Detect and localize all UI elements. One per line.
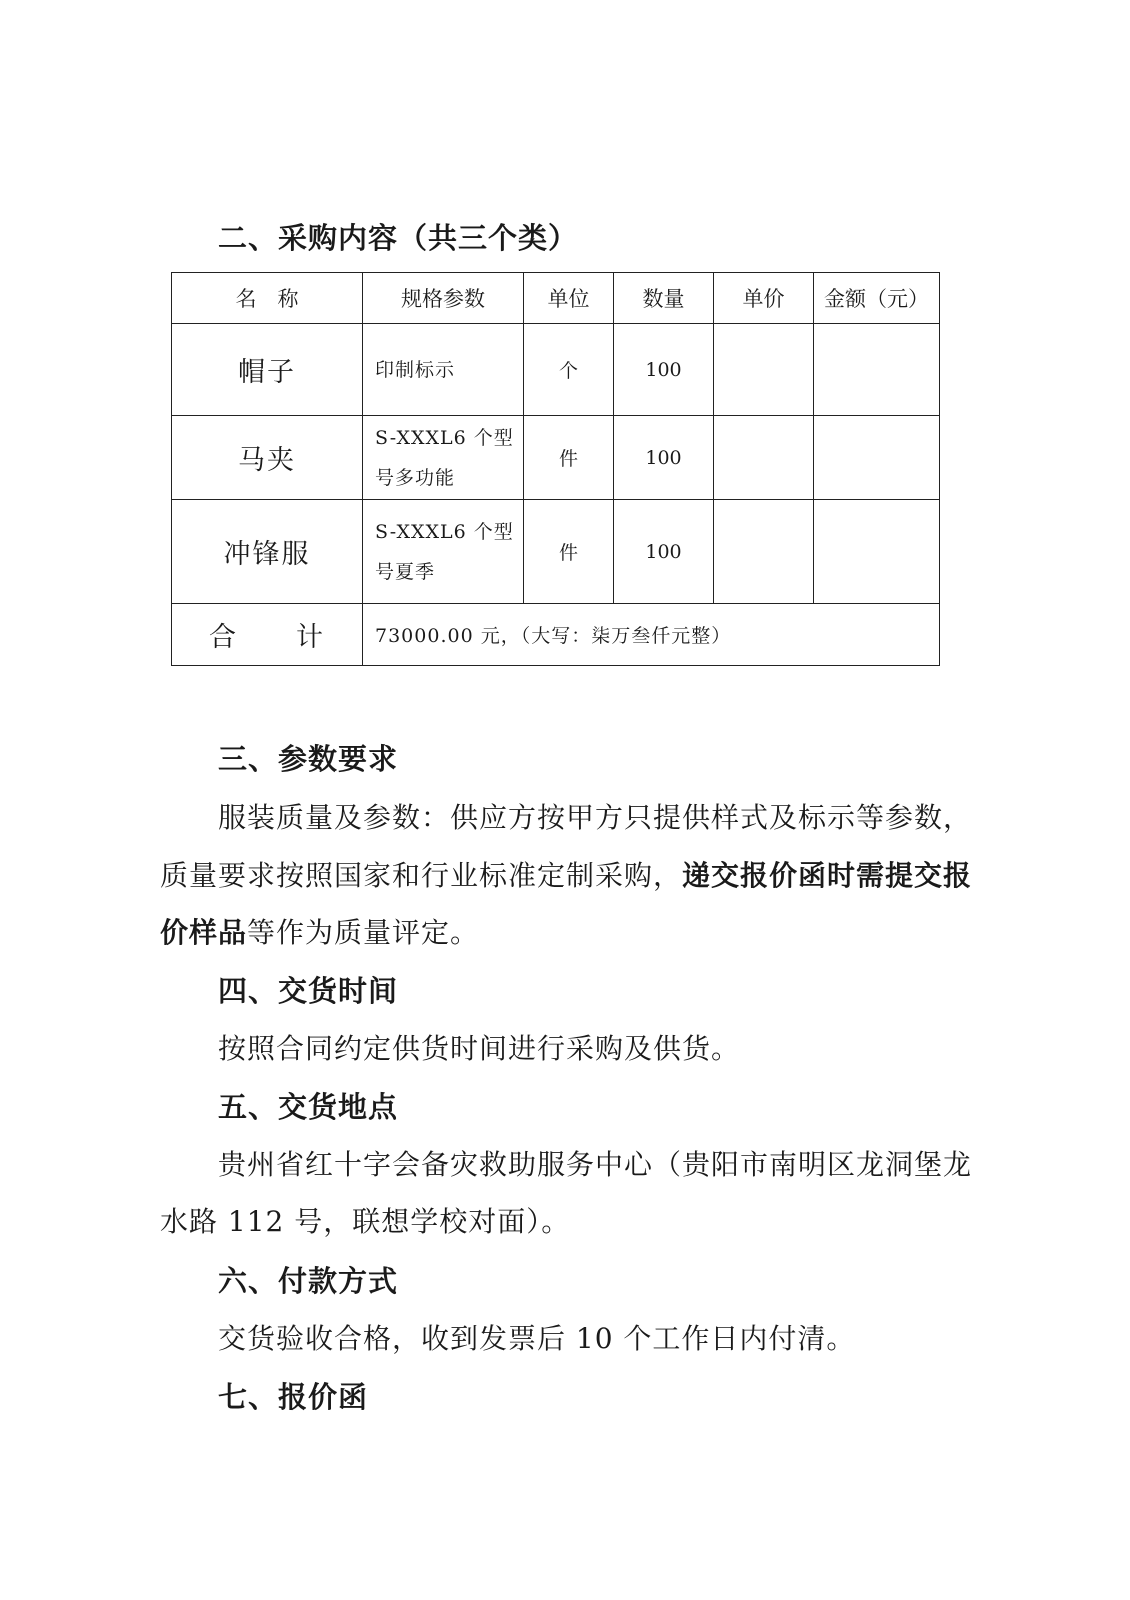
item-amount (814, 324, 940, 416)
section-3-line-3 (160, 911, 479, 951)
header-unit: 单位 (524, 273, 614, 324)
item-unit: 件 (524, 416, 614, 500)
section-4-heading: 四、交货时间 (218, 974, 399, 1008)
section-6-heading: 六、付款方式 (218, 1264, 399, 1298)
table-row (172, 324, 940, 416)
item-price (714, 416, 814, 500)
item-qty: 100 (614, 416, 714, 500)
item-price (714, 500, 814, 604)
section-3-heading: 三、参数要求 (218, 742, 399, 776)
item-spec-line1: 印制标示 (375, 358, 456, 381)
item-amount (814, 416, 940, 500)
section-3-line-2 (160, 854, 972, 894)
section-3-line-3-normal: 等作为质量评定。 (247, 916, 480, 949)
table-total-row (172, 604, 940, 666)
table-row (172, 500, 940, 604)
item-unit: 个 (524, 324, 614, 416)
item-unit: 件 (524, 500, 614, 604)
section-3-line-2-normal: 质量要求按照国家和行业标准定制采购， (160, 859, 683, 892)
item-spec-line2: 号夏季 (375, 560, 436, 583)
item-spec-line1: S-XXXL6 个型 (375, 520, 514, 543)
header-qty: 数量 (614, 273, 714, 324)
section-5-line-2: 水路 112 号，联想学校对面）。 (160, 1205, 571, 1238)
table-row (172, 416, 940, 500)
item-qty: 100 (614, 324, 714, 416)
header-spec: 规格参数 (363, 273, 524, 324)
procurement-table (171, 272, 940, 666)
item-spec (363, 324, 524, 416)
header-name: 名 称 (172, 273, 363, 324)
item-price (714, 324, 814, 416)
item-spec-line2: 号多功能 (375, 466, 456, 489)
header-price: 单价 (714, 273, 814, 324)
section-2-heading: 二、采购内容（共三个类） (218, 221, 579, 255)
section-3-line-2-bold: 递交报价函时需提交报 (682, 859, 973, 892)
section-5-line-1: 贵州省红十字会备灾救助服务中心（贵阳市南明区龙洞堡龙 (218, 1148, 973, 1181)
header-amount: 金额（元） (814, 273, 940, 324)
item-spec (363, 416, 524, 500)
item-qty: 100 (614, 500, 714, 604)
section-3-line-1: 服装质量及参数：供应方按甲方只提供样式及标示等参数， (218, 801, 973, 834)
section-5-heading: 五、交货地点 (218, 1090, 399, 1124)
item-amount (814, 500, 940, 604)
section-4-text: 按照合同约定供货时间进行采购及供货。 (218, 1032, 741, 1065)
item-name: 冲锋服 (172, 500, 363, 604)
section-7-heading: 七、报价函 (218, 1380, 369, 1414)
item-spec-line1: S-XXXL6 个型 (375, 426, 514, 449)
total-value: 73000.00 元，（大写：柒万叁仟元整） (363, 604, 940, 666)
total-label: 合 计 (172, 604, 363, 666)
table-header-row (172, 273, 940, 324)
item-spec (363, 500, 524, 604)
section-6-text: 交货验收合格，收到发票后 10 个工作日内付清。 (218, 1322, 856, 1355)
item-name: 马夹 (172, 416, 363, 500)
section-3-line-3-bold: 价样品 (160, 916, 248, 949)
item-name: 帽子 (172, 324, 363, 416)
